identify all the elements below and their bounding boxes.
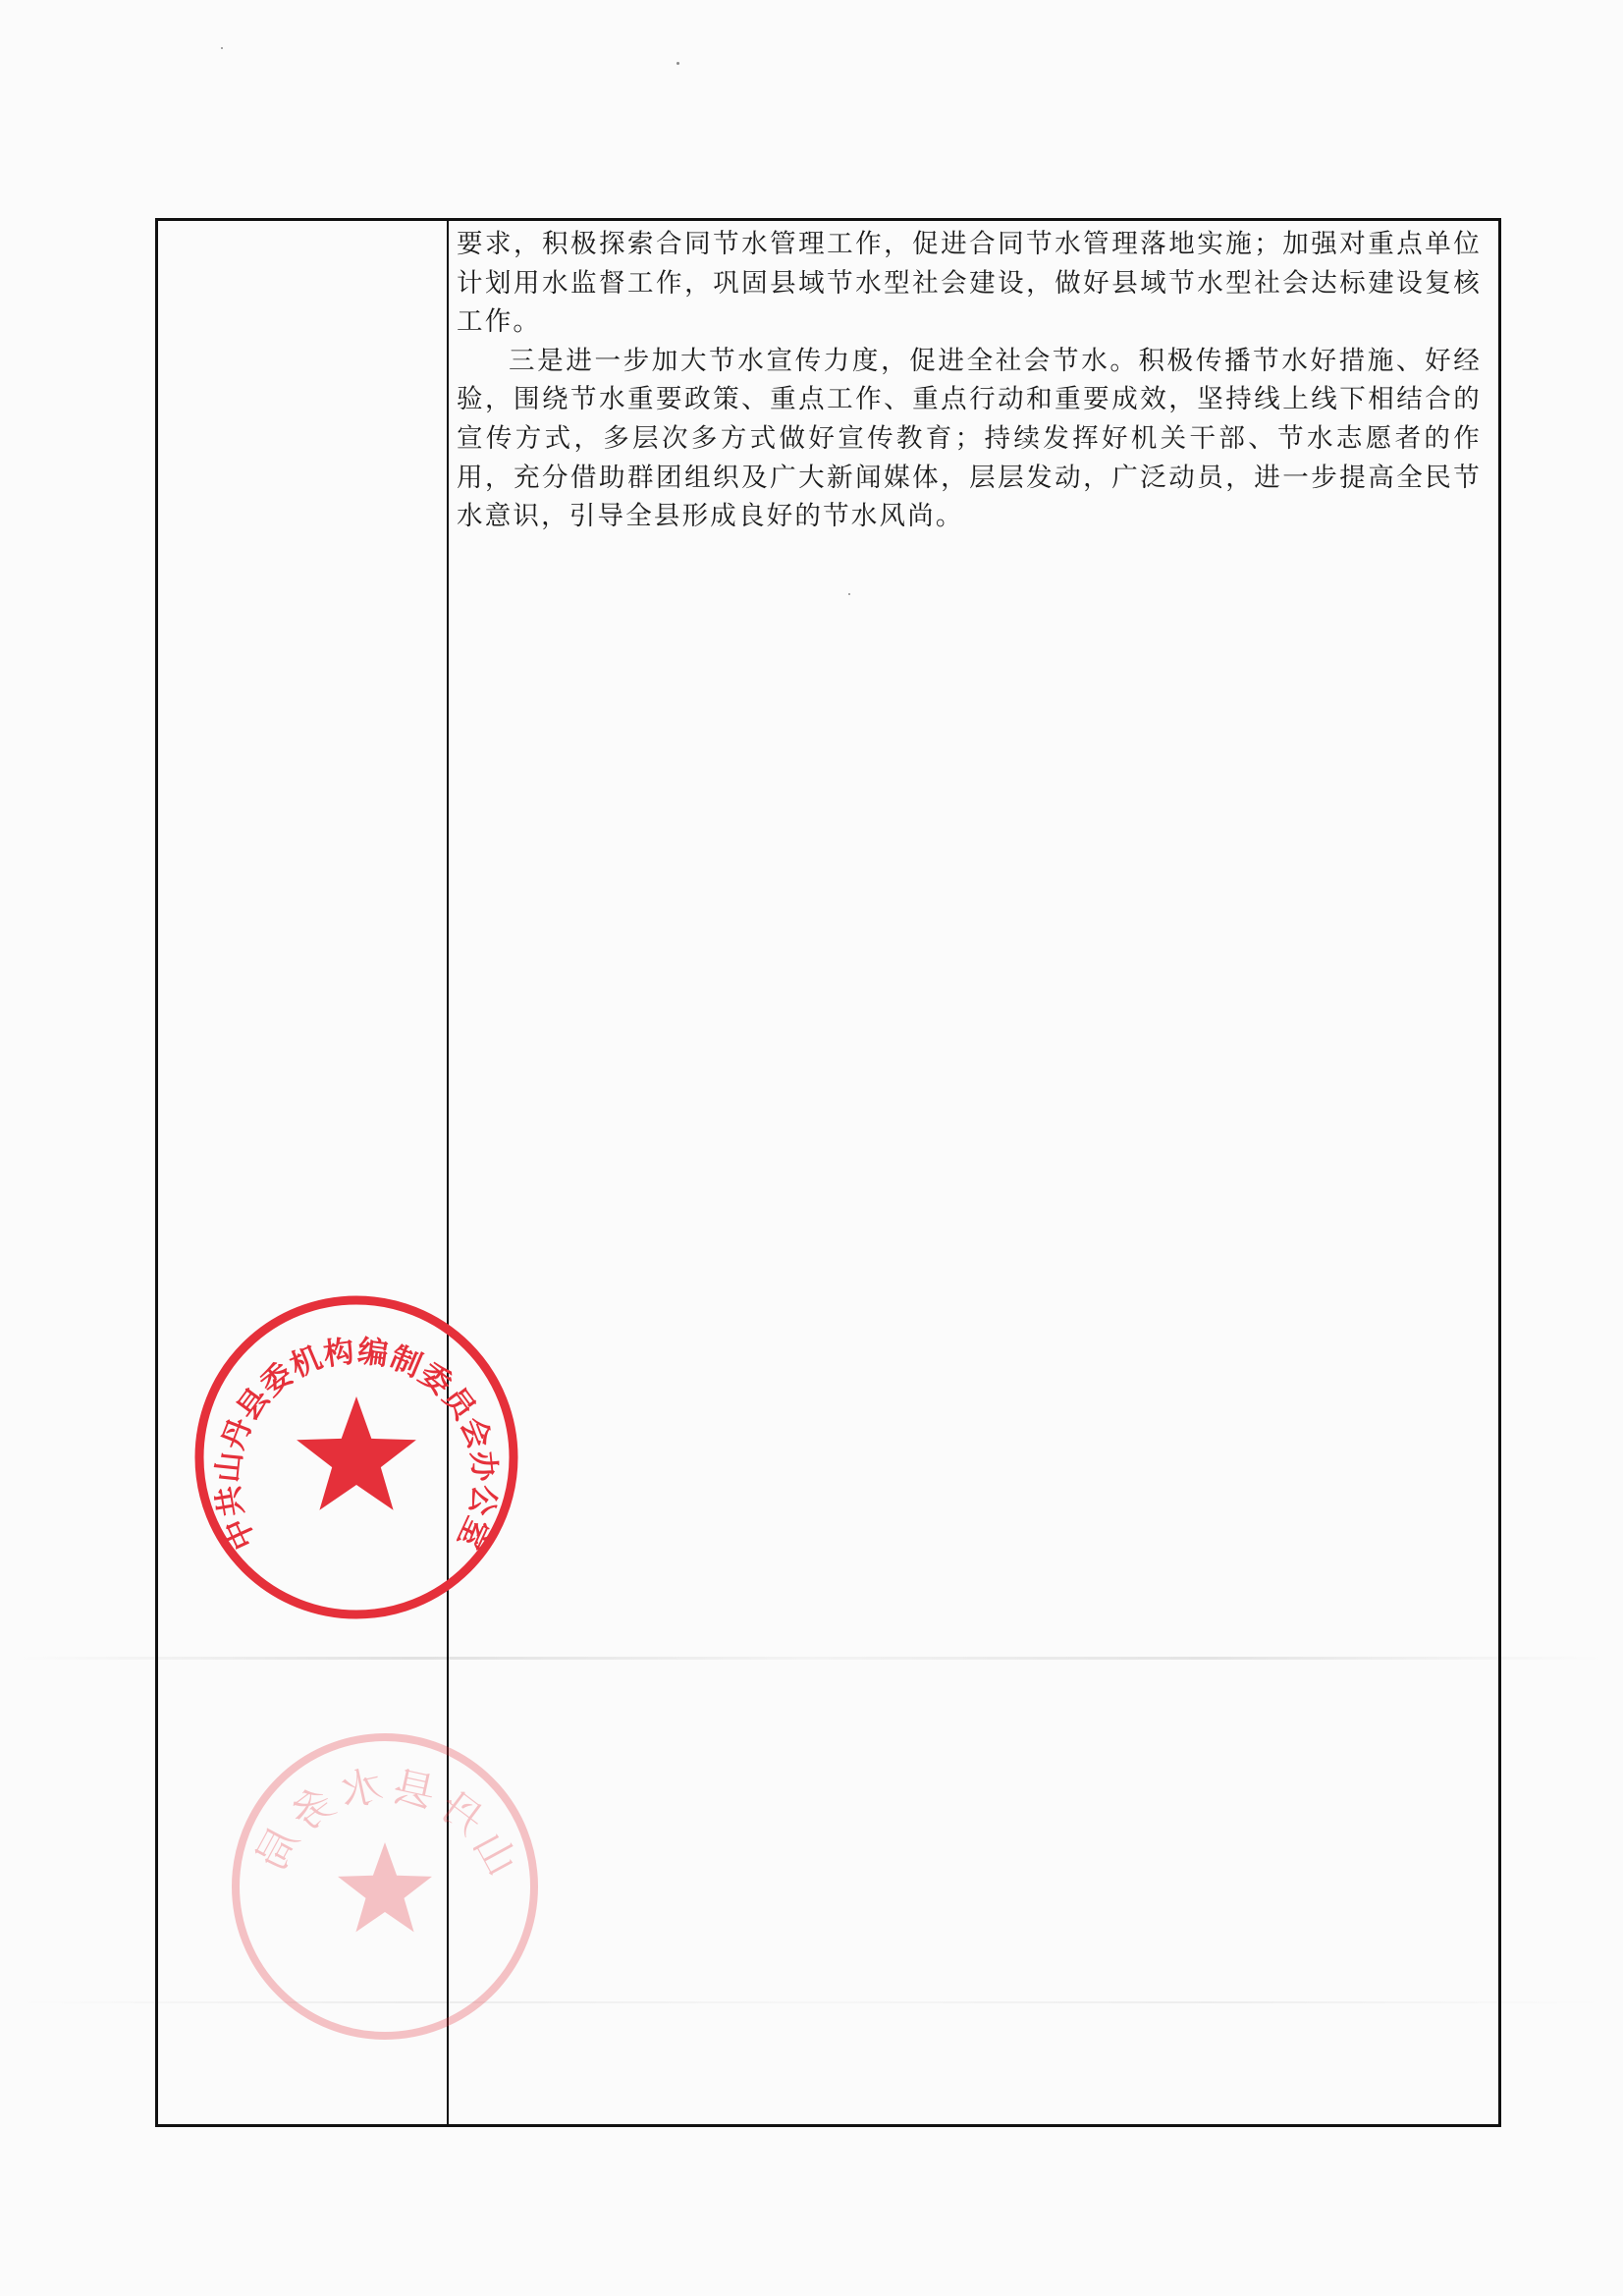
scan-speck — [676, 62, 679, 65]
table-content-cell — [449, 221, 1498, 2124]
bleed-through-seal — [225, 1726, 545, 2047]
seal-text: 中共山丹县委机构编制委员会办公室 — [210, 1333, 503, 1556]
seal-text: 山丹县水务局 — [243, 1760, 527, 1884]
scan-speck — [221, 47, 223, 49]
star-icon — [338, 1842, 432, 1932]
official-seal — [189, 1290, 523, 1624]
paragraph-continuation: 要求，积极探索合同节水管理工作，促进合同节水管理落地实施；加强对重点单位计划用水监督工作，巩固县域节水型社会建设，做好县域节水型社会达标建设复核工作。 — [457, 229, 1482, 338]
star-icon — [297, 1396, 416, 1510]
paragraph-publicity: 三是进一步加大节水宣传力度，促进全社会节水。积极传播节水好措施、好经验，围绕节水重要政策、重点工作、重点行动和重要成效，坚持线上线下相结合的宣传方式，多层次多方式做好宣传教育；持续发挥好机关干部、节水志愿者的作用，充分借助群团组织及广大新闻媒体，层层发动，广泛动员，进一步提高全民节水意识，引导全县形成良好的节水风尚。 — [457, 345, 1482, 532]
body-text — [457, 225, 1482, 536]
